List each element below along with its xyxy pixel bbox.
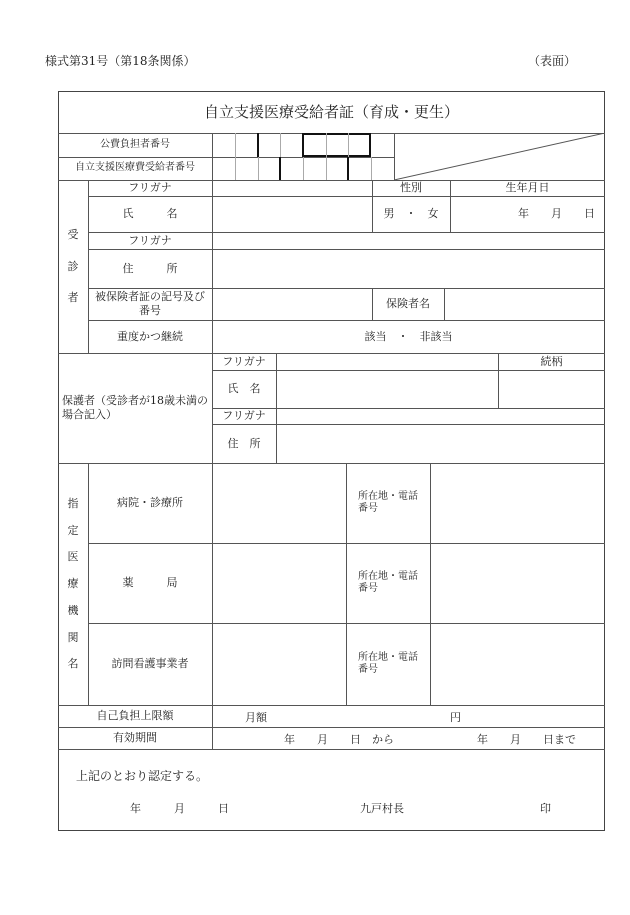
name-label: 氏 名	[122, 207, 178, 221]
guardian-address-label: 住 所	[227, 436, 261, 450]
insurer-label: 保険者名	[386, 297, 430, 311]
guardian-furigana-label-2: フリガナ	[222, 409, 266, 423]
sex-label: 性別	[400, 181, 422, 195]
home-nursing-location-label: 所在地・電話番号	[358, 651, 418, 675]
pharmacy-label: 薬 局	[122, 576, 178, 590]
pharmacy-location-label: 所在地・電話番号	[358, 570, 418, 594]
institution-section-label	[58, 463, 88, 705]
guardian-label: 保護者（受診者が18歳未満の場合記入）	[62, 394, 208, 421]
insurance-number-label: 被保険者証の記号及び番号	[95, 290, 205, 317]
guardian-furigana-label: フリガナ	[222, 354, 266, 368]
severe-continuing-label: 重度かつ継続	[117, 329, 183, 343]
hospital-location-label: 所在地・電話番号	[358, 490, 418, 514]
label-char: 名	[67, 657, 79, 671]
patient-section-label	[58, 180, 88, 353]
front-side-label: （表面）	[528, 54, 577, 68]
page-title: 自立支援医療受給者証（育成・更生）	[203, 102, 459, 121]
validity-label: 有効期間	[113, 731, 157, 745]
recipient-number-label: 自立支援医療費受給者番号	[75, 162, 195, 174]
label-char: 受	[67, 227, 79, 241]
copay-limit-label: 自己負担上限額	[96, 709, 174, 723]
furigana-label: フリガナ	[128, 181, 172, 195]
hospital-label: 病院・診療所	[117, 496, 183, 510]
mayor-title: 九戸村長	[360, 802, 404, 815]
severe-continuing-value[interactable]: 該当 ・ 非該当	[364, 329, 453, 343]
relation-label: 続柄	[540, 354, 563, 368]
dob-label: 生年月日	[505, 181, 550, 195]
address-label: 住 所	[122, 261, 178, 275]
label-char: 定	[67, 523, 79, 537]
label-char: 者	[67, 291, 79, 305]
payer-number-label: 公費負担者番号	[100, 138, 170, 150]
label-char: 機	[67, 603, 79, 617]
form-number: 様式第31号（第18条関係）	[45, 54, 196, 68]
label-char: 医	[67, 550, 79, 564]
certification-text: 上記のとおり認定する。	[76, 769, 209, 783]
diagonal-strike	[394, 133, 605, 180]
label-char: 関	[67, 630, 79, 644]
monthly-label: 月額	[245, 711, 267, 724]
label-char: 指	[67, 496, 79, 510]
certification-date: 年 月 日	[130, 802, 229, 815]
dob-value[interactable]: 年 月 日	[518, 207, 595, 221]
validity-to[interactable]: 年 月 日まで	[477, 733, 576, 746]
yen-label: 円	[450, 711, 461, 724]
sex-value[interactable]: 男 ・ 女	[383, 207, 439, 221]
guardian-name-label: 氏 名	[227, 382, 261, 396]
label-char: 療	[67, 577, 79, 591]
furigana-label-2: フリガナ	[128, 233, 172, 247]
seal-mark: 印	[540, 802, 551, 815]
label-char: 診	[67, 259, 79, 273]
home-nursing-label: 訪問看護事業者	[111, 657, 189, 671]
validity-from[interactable]: 年 月 日 から	[284, 733, 394, 746]
